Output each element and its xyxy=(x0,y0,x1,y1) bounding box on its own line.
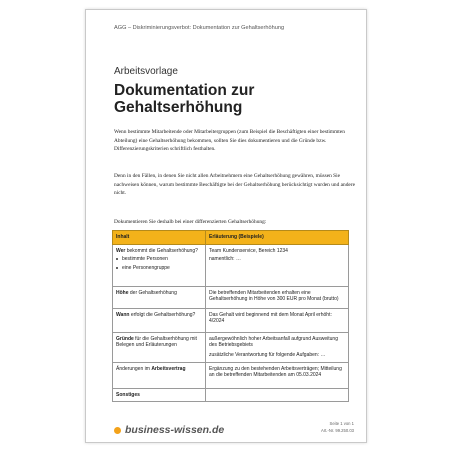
table-row xyxy=(113,308,349,332)
logo-dot-icon xyxy=(114,427,121,434)
row-contract-label xyxy=(113,362,206,388)
logo-text: business-wissen.de xyxy=(125,424,225,436)
intro-paragraph-2: Denn in den Fällen, in denen Sie nicht allen Arbeitnehmern eine Gehaltserhöhung gewähren, müssen Sie nachweisen können, warum bestimmte Beschäftigte bei der Gehaltserhöhung berücksichtigt wurden und andere nicht. xyxy=(114,173,356,197)
row-when-explanation: Das Gehalt wird beginnend mit dem Monat April erhöht: 4/2024 xyxy=(206,308,349,332)
row-contract-pre: Änderungen im xyxy=(116,365,152,372)
intro-paragraph-3: Dokumentieren Sie deshalb bei einer differenzierten Gehaltserhöhung: xyxy=(114,219,267,225)
row-who-bold: Wer xyxy=(116,247,126,254)
row-who-label xyxy=(113,244,206,286)
list-item: bestimmte Personen xyxy=(116,256,202,263)
row-contract-explanation: Ergänzung zu den bestehenden Arbeitsverträgen; Mitteilung an die betreffenden Mitarbeitenden am 05.03.2024 xyxy=(206,362,349,388)
document-title: Dokumentation zur Gehaltserhöhung xyxy=(114,82,255,116)
row-amount-rest: der Gehaltserhöhung xyxy=(128,289,177,296)
row-when-rest: erfolgt die Gehaltserhöhung? xyxy=(129,311,196,318)
row-contract-bold: Arbeitsvertrag xyxy=(151,365,186,372)
column-header-explanation: Erläuterung (Beispiele) xyxy=(206,231,349,245)
document-subtitle: Arbeitsvorlage xyxy=(114,66,178,77)
brand-logo xyxy=(114,424,224,436)
table-header-row xyxy=(113,231,349,245)
document-page xyxy=(85,9,367,443)
row-reasons-explanation xyxy=(206,332,349,362)
table-row xyxy=(113,244,349,286)
row-reasons-label xyxy=(113,332,206,362)
list-item: eine Personengruppe xyxy=(116,265,202,272)
table-row xyxy=(113,362,349,388)
row-who-names: namentlich: … xyxy=(209,256,241,263)
row-who-team: Team Kundenservice, Bereich 1234 xyxy=(209,247,288,254)
row-when-bold: Wann xyxy=(116,311,130,318)
row-when-label xyxy=(113,308,206,332)
table-row xyxy=(113,332,349,362)
documentation-table xyxy=(112,230,349,402)
row-amount-bold: Höhe xyxy=(116,289,129,296)
row-who-rest: bekommt die Gehaltserhöhung? xyxy=(125,247,198,254)
table-row xyxy=(113,388,349,402)
row-other-explanation xyxy=(206,388,349,402)
article-number: Art.-Nr. 99.250.03 xyxy=(320,428,354,433)
table-row xyxy=(113,286,349,308)
footer-meta xyxy=(321,420,354,434)
row-amount-explanation: Die betreffenden Mitarbeitenden erhalten eine Gehaltserhöhung in Höhe von 300 EUR pro Monat (brutto) xyxy=(206,286,349,308)
row-reasons-line1: außergewöhnlich hoher Arbeitsanfall aufgrund Ausweitung des Betriebsgebiets xyxy=(209,335,338,349)
row-reasons-line2: zusätzliche Verantwortung für folgende Aufgaben: … xyxy=(209,351,326,358)
intro-paragraph-1: Wenn bestimmte Mitarbeitende oder Mitarbeitergruppen (zum Beispiel die Beschäftigten einer bestimmten Abteilung) eine Gehaltserhöhung bekommen, sollten Sie dies dokumentieren und die Gründe bzw. Differenzierungskriterien schriftlich festhalten. xyxy=(114,129,345,153)
row-amount-label xyxy=(113,286,206,308)
row-other-bold: Sonstiges xyxy=(116,391,140,398)
column-header-content: Inhalt xyxy=(113,231,206,245)
row-who-explanation xyxy=(206,244,349,286)
row-other-label xyxy=(113,388,206,402)
page-info: Seite 1 von 1 xyxy=(329,421,354,426)
row-reasons-bold: Gründe xyxy=(116,335,134,342)
running-header: AGG – Diskriminierungsverbot: Dokumentation zur Gehaltserhöhung xyxy=(114,25,285,31)
row-who-bullets xyxy=(116,256,202,271)
row-reasons-rest: für die Gehaltserhöhung mit Belegen und Erläuterungen xyxy=(116,335,197,349)
